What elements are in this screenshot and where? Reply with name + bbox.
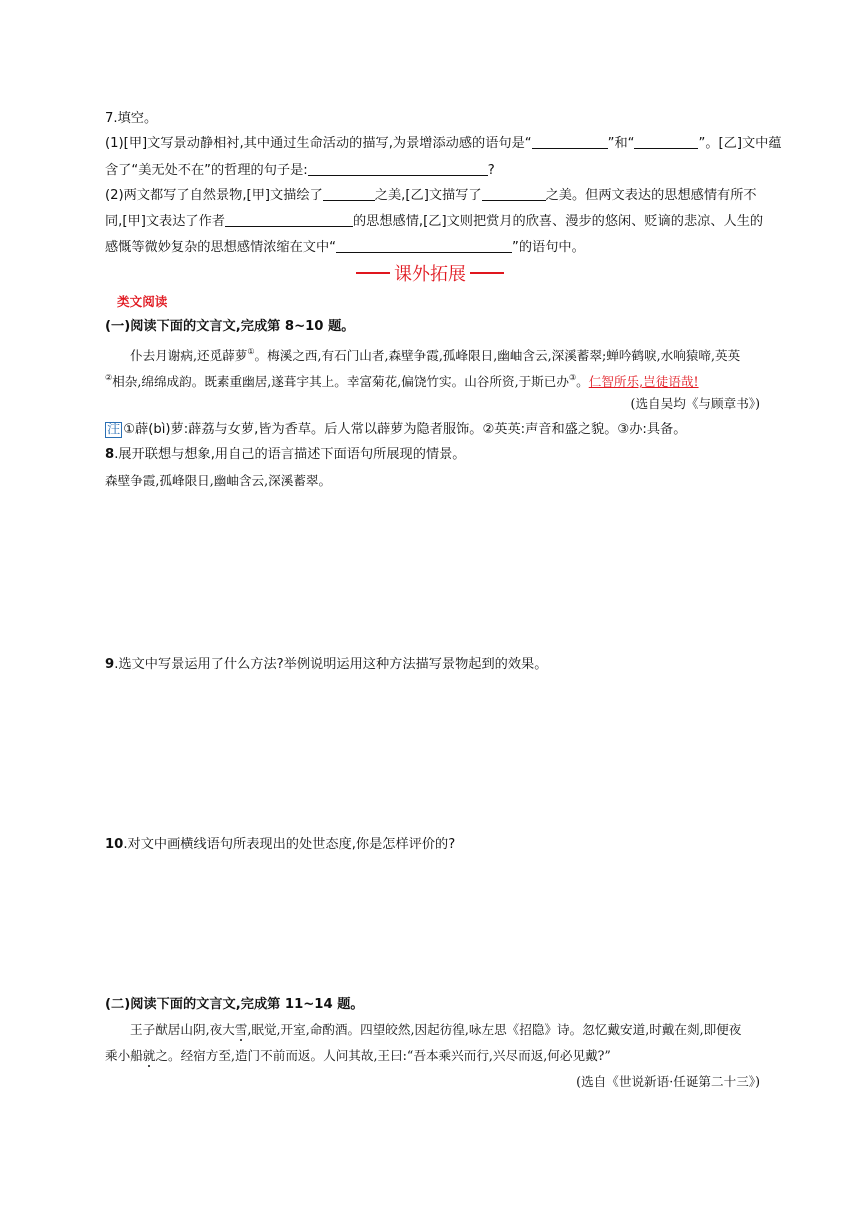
q7-part2-line1: (2)两文都写了自然景物,[甲]文描绘了 之美,[乙]文描写了 之美。但两文表达的思想感情有所不 xyxy=(105,188,757,203)
answer-blank[interactable] xyxy=(634,135,698,149)
q7-part2-line2: 同,[甲]文表达了作者 的思想感情,[乙]文则把赏月的欣喜、漫步的悠闲、贬谪的悲凉、人生的 xyxy=(105,214,764,229)
answer-blank[interactable] xyxy=(323,187,375,201)
part2-heading: (二)阅读下面的文言文,完成第 11~14 题。 xyxy=(105,997,364,1012)
reading-label: 类文阅读 xyxy=(117,294,168,309)
q7-title: 7.填空。 xyxy=(105,111,158,126)
part2-text-line2: 乘小船就之。经宿方至,造门不前而返。人问其故,王曰:“吾本乘兴而行,兴尽而返,何必见戴?” xyxy=(105,1048,611,1063)
banner-title: 课外拓展 xyxy=(394,264,466,285)
q7-part1-line1: (1)[甲]文写景动静相衬,其中通过生命活动的描写,为景增添动感的语句是“ ”和“ ”。[乙]文中蕴 xyxy=(105,136,782,151)
q10-title: 10.对文中画横线语句所表现出的处世态度,你是怎样评价的? xyxy=(105,837,456,852)
part1-heading: (一)阅读下面的文言文,完成第 8~10 题。 xyxy=(105,319,355,334)
section-banner xyxy=(355,260,505,286)
banner-line-right xyxy=(470,272,504,274)
q7-part2-line3: 感慨等微妙复杂的思想感情浓缩在文中“ ”的语句中。 xyxy=(105,240,585,255)
banner-line-left xyxy=(356,272,390,274)
part2-text-line1: 王子猷居山阴,夜大雪,眠觉,开室,命酌酒。四望皎然,因起彷徨,咏左思《招隐》诗。忽忆戴安道,时戴在剡,即便夜 xyxy=(130,1022,742,1037)
part1-source: (选自吴均《与顾章书》) xyxy=(630,396,760,411)
q7-part1-line2: 含了“美无处不在”的哲理的句子是: ? xyxy=(105,163,495,178)
answer-blank[interactable] xyxy=(532,135,608,149)
underlined-sentence: 仁智所乐,岂徒语哉! xyxy=(588,374,699,389)
part1-text-line1: 仆去月谢病,还觅薜萝①。梅溪之西,有石门山者,森壁争霞,孤峰限日,幽岫含云,深溪蓄翠;蝉吟鹤唳,水响猿啼,英英 xyxy=(130,347,741,363)
answer-blank[interactable] xyxy=(308,162,488,176)
part1-notes: 注 ①薜(bì)萝:薜荔与女萝,皆为香草。后人常以薜萝为隐者服饰。②英英:声音和盛之貌。③办:具备。 xyxy=(107,422,687,437)
answer-blank[interactable] xyxy=(225,213,353,227)
emphasis-char: 就 xyxy=(142,1048,156,1063)
note-marker: 注 xyxy=(107,422,121,437)
answer-blank[interactable] xyxy=(336,239,512,253)
q9-title: 9.选文中写景运用了什么方法?举例说明运用这种方法描写景物起到的效果。 xyxy=(105,657,548,672)
answer-blank[interactable] xyxy=(482,187,546,201)
q10-answer-area[interactable] xyxy=(105,860,760,990)
part2-source: (选自《世说新语·任诞第二十三》) xyxy=(576,1074,760,1089)
q8-answer-area[interactable] xyxy=(105,495,760,645)
part1-text-line2: ②相杂,绵绵成韵。既素重幽居,遂葺宇其上。幸富菊花,偏饶竹实。山谷所资,于斯已办③。仁智所乐,岂徒语哉! xyxy=(105,373,699,389)
emphasis-char: 雪 xyxy=(234,1022,248,1037)
q8-title: 8.展开联想与想象,用自己的语言描述下面语句所展现的情景。 xyxy=(105,447,466,462)
q9-answer-area[interactable] xyxy=(105,680,760,830)
q8-quote: 森壁争霞,孤峰限日,幽岫含云,深溪蓄翠。 xyxy=(105,473,332,488)
